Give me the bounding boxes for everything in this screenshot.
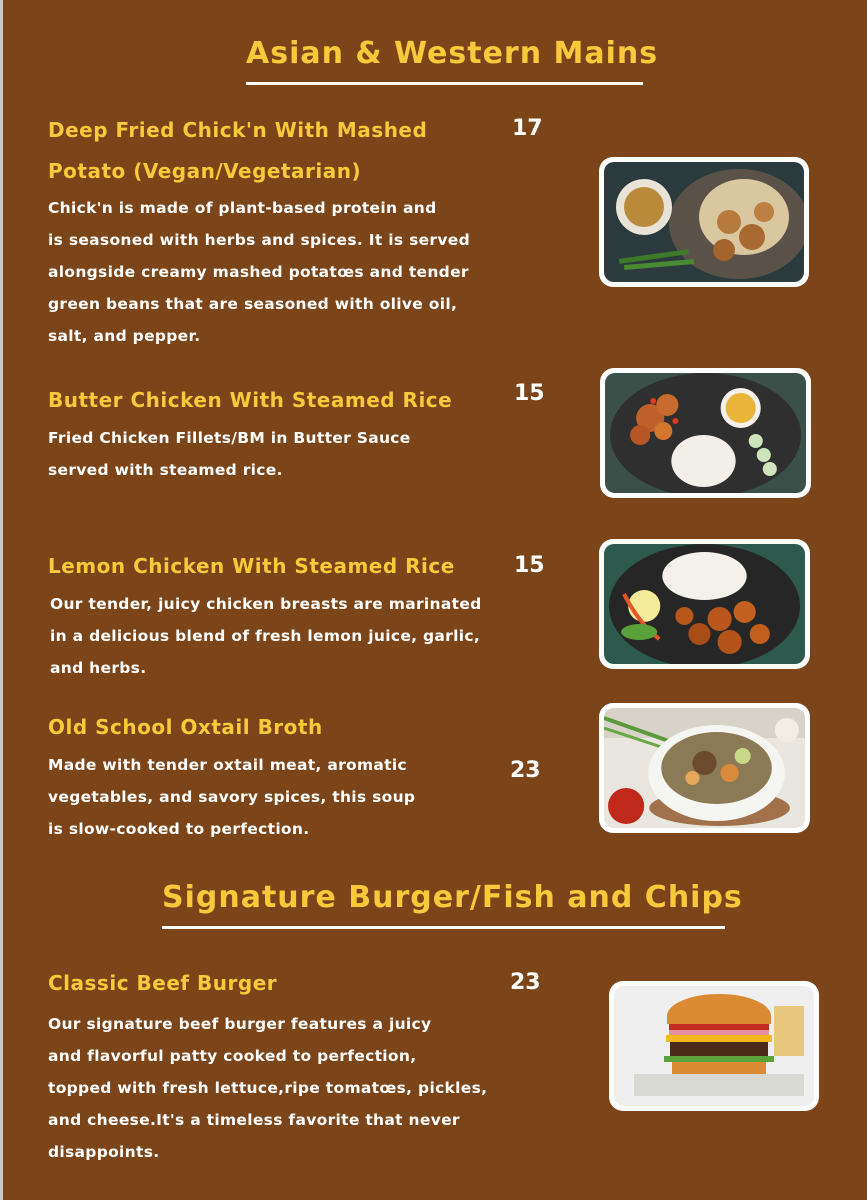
menu-item-name-line: Deep Fried Chick'n With Mashed — [48, 118, 428, 142]
description-line: and cheese.It's a timeless favorite that never — [48, 1111, 460, 1129]
beef-burger-photo — [609, 981, 819, 1111]
menu-item-price: 17 — [512, 116, 543, 141]
description-line: Our tender, juicy chicken breasts are marinated — [50, 595, 482, 613]
menu-item-name: Lemon Chicken With Steamed Rice — [48, 554, 455, 578]
description-line: topped with fresh lettuce,ripe tomatœs, pickles, — [48, 1079, 488, 1097]
menu-item-price: 23 — [510, 970, 541, 995]
menu-item-description — [48, 192, 548, 352]
description-line: Made with tender oxtail meat, aromatic — [48, 756, 407, 774]
description-line: and herbs. — [50, 659, 147, 677]
menu-item-price: 23 — [510, 758, 541, 783]
description-line: Chick'n is made of plant-based protein and — [48, 199, 437, 217]
menu-item-description — [48, 1008, 558, 1168]
menu-item-price: 15 — [514, 553, 545, 578]
menu-item-description — [50, 588, 550, 684]
description-line: disappoints. — [48, 1143, 160, 1161]
menu-item-description — [48, 749, 548, 845]
deep-fried-chickn-photo — [599, 157, 809, 287]
menu-item-name — [48, 110, 498, 192]
description-line: Fried Chicken Fillets/BM in Butter Sauce — [48, 429, 411, 447]
page-edge — [0, 0, 3, 1200]
butter-chicken-photo — [600, 368, 811, 498]
description-line: is seasoned with herbs and spices. It is served — [48, 231, 470, 249]
menu-item-description — [48, 422, 548, 486]
section-underline — [162, 926, 725, 929]
description-line: in a delicious blend of fresh lemon juice, garlic, — [50, 627, 481, 645]
menu-item-name: Old School Oxtail Broth — [48, 715, 323, 739]
description-line: green beans that are seasoned with olive oil, — [48, 295, 458, 313]
description-line: salt, and pepper. — [48, 327, 201, 345]
lemon-chicken-photo — [599, 539, 810, 669]
description-line: served with steamed rice. — [48, 461, 283, 479]
menu-item-name: Butter Chicken With Steamed Rice — [48, 388, 453, 412]
menu-item-name-line: Potato (Vegan/Vegetarian) — [48, 159, 362, 183]
section-title-burger: Signature Burger/Fish and Chips — [162, 880, 743, 915]
description-line: vegetables, and savory spices, this soup — [48, 788, 416, 806]
description-line: and flavorful patty cooked to perfection, — [48, 1047, 417, 1065]
menu-item-name: Classic Beef Burger — [48, 971, 278, 995]
description-line: alongside creamy mashed potatœs and tender — [48, 263, 469, 281]
oxtail-broth-photo — [599, 703, 810, 833]
description-line: Our signature beef burger features a juicy — [48, 1015, 432, 1033]
menu-item-price: 15 — [514, 381, 545, 406]
section-underline — [246, 82, 643, 85]
section-title-mains: Asian & Western Mains — [246, 36, 659, 71]
description-line: is slow-cooked to perfection. — [48, 820, 310, 838]
